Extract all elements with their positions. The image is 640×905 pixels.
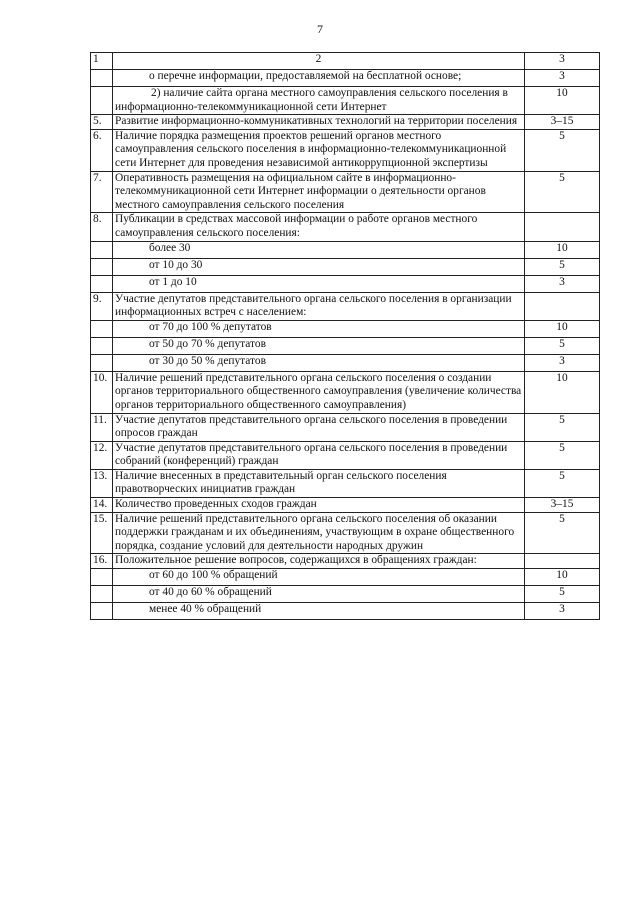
row-number [91,320,113,337]
row-number [91,275,113,292]
row-indicator-text: Наличие порядка размещения проектов решений органов местного самоуправления сельского поселения в информационно-телекоммуникационной сети Интернет для проведения независимой антикоррупционной экспертизы [113,129,525,171]
table-row [91,512,600,554]
table-row [91,441,600,469]
row-number: 5. [91,115,113,130]
row-number: 6. [91,129,113,171]
row-score: 5 [525,469,600,497]
table-row [91,241,600,258]
row-indicator-text: от 50 до 70 % депутатов [113,337,525,354]
row-indicator-text: Положительное решение вопросов, содержащихся в обращениях граждан: [113,554,525,569]
row-score: 10 [525,569,600,586]
row-number: 13. [91,469,113,497]
table-row [91,498,600,513]
row-score: 3–15 [525,115,600,130]
row-indicator-text: о перечне информации, предоставляемой на бесплатной основе; [113,70,525,87]
table-row [91,171,600,213]
row-indicator-text: Наличие решений представительного органа сельского поселения об оказании поддержки гражданам и их объединениям, участвующим в охране общественного порядка, создание условий для деятельности народных дружин [113,512,525,554]
table-row [91,70,600,87]
row-indicator-text: от 1 до 10 [113,275,525,292]
row-number [91,337,113,354]
header-col-3: 3 [525,53,600,70]
row-indicator-text: Участие депутатов представительного органа сельского поселения в проведении опросов граждан [113,413,525,441]
page-number: 7 [317,22,323,36]
row-indicator-text: менее 40 % обращений [113,603,525,620]
row-score: 5 [525,512,600,554]
table-row [91,320,600,337]
table-row [91,413,600,441]
row-score: 3 [525,70,600,87]
row-score: 5 [525,258,600,275]
table-row [91,469,600,497]
row-indicator-text: Развитие информационно-коммуникативных технологий на территории поселения [113,115,525,130]
row-number: 10. [91,371,113,413]
row-number [91,586,113,603]
row-indicator-text: от 40 до 60 % обращений [113,586,525,603]
row-score: 10 [525,371,600,413]
row-score [525,292,600,320]
table-row [91,603,600,620]
table-row [91,586,600,603]
row-number: 14. [91,498,113,513]
row-score: 10 [525,320,600,337]
row-indicator-text: Участие депутатов представительного органа сельского поселения в проведении собраний (конференций) граждан [113,441,525,469]
row-indicator-text: более 30 [113,241,525,258]
table-row [91,292,600,320]
row-score [525,213,600,241]
row-number: 9. [91,292,113,320]
table-header-row [91,53,600,70]
row-score: 10 [525,87,600,115]
table-row [91,129,600,171]
criteria-table [90,52,600,620]
row-indicator-text: от 10 до 30 [113,258,525,275]
row-number [91,87,113,115]
row-indicator-text: Количество проведенных сходов граждан [113,498,525,513]
row-number [91,354,113,371]
table-row [91,554,600,569]
table-row [91,569,600,586]
header-col-2: 2 [113,53,525,70]
row-score: 3–15 [525,498,600,513]
row-score: 5 [525,171,600,213]
row-number [91,70,113,87]
table-row [91,337,600,354]
row-indicator-text: Публикации в средствах массовой информации о работе органов местного самоуправления сельского поселения: [113,213,525,241]
row-indicator-text: Оперативность размещения на официальном сайте в информационно-телекоммуникационной сети Интернет информации о деятельности органов местного самоуправления сельского поселения [113,171,525,213]
row-number [91,258,113,275]
row-number: 15. [91,512,113,554]
table-row [91,371,600,413]
row-score: 3 [525,354,600,371]
row-indicator-text: Наличие решений представительного органа сельского поселения о создании органов территориального общественного самоуправления (увеличение количества органов территориального общественного самоуправления) [113,371,525,413]
row-indicator-text: Участие депутатов представительного органа сельского поселения в организации информационных встреч с населением: [113,292,525,320]
header-col-1: 1 [91,53,113,70]
row-score [525,554,600,569]
row-score: 3 [525,275,600,292]
table-row [91,275,600,292]
table-row [91,354,600,371]
table-row [91,115,600,130]
row-indicator-text: 2) наличие сайта органа местного самоуправления сельского поселения в информационно-телекоммуникационной сети Интернет [113,87,525,115]
row-score: 5 [525,586,600,603]
row-indicator-text: от 60 до 100 % обращений [113,569,525,586]
row-number: 7. [91,171,113,213]
row-score: 5 [525,337,600,354]
row-number: 11. [91,413,113,441]
row-number: 8. [91,213,113,241]
table-row [91,258,600,275]
row-score: 10 [525,241,600,258]
row-number: 12. [91,441,113,469]
row-indicator-text: Наличие внесенных в представительный орган сельского поселения правотворческих инициатив граждан [113,469,525,497]
row-number [91,241,113,258]
row-indicator-text: от 70 до 100 % депутатов [113,320,525,337]
table-row [91,87,600,115]
row-score: 5 [525,413,600,441]
row-number [91,569,113,586]
row-number [91,603,113,620]
row-indicator-text: от 30 до 50 % депутатов [113,354,525,371]
row-score: 5 [525,441,600,469]
row-score: 5 [525,129,600,171]
row-score: 3 [525,603,600,620]
table-row [91,213,600,241]
row-number: 16. [91,554,113,569]
